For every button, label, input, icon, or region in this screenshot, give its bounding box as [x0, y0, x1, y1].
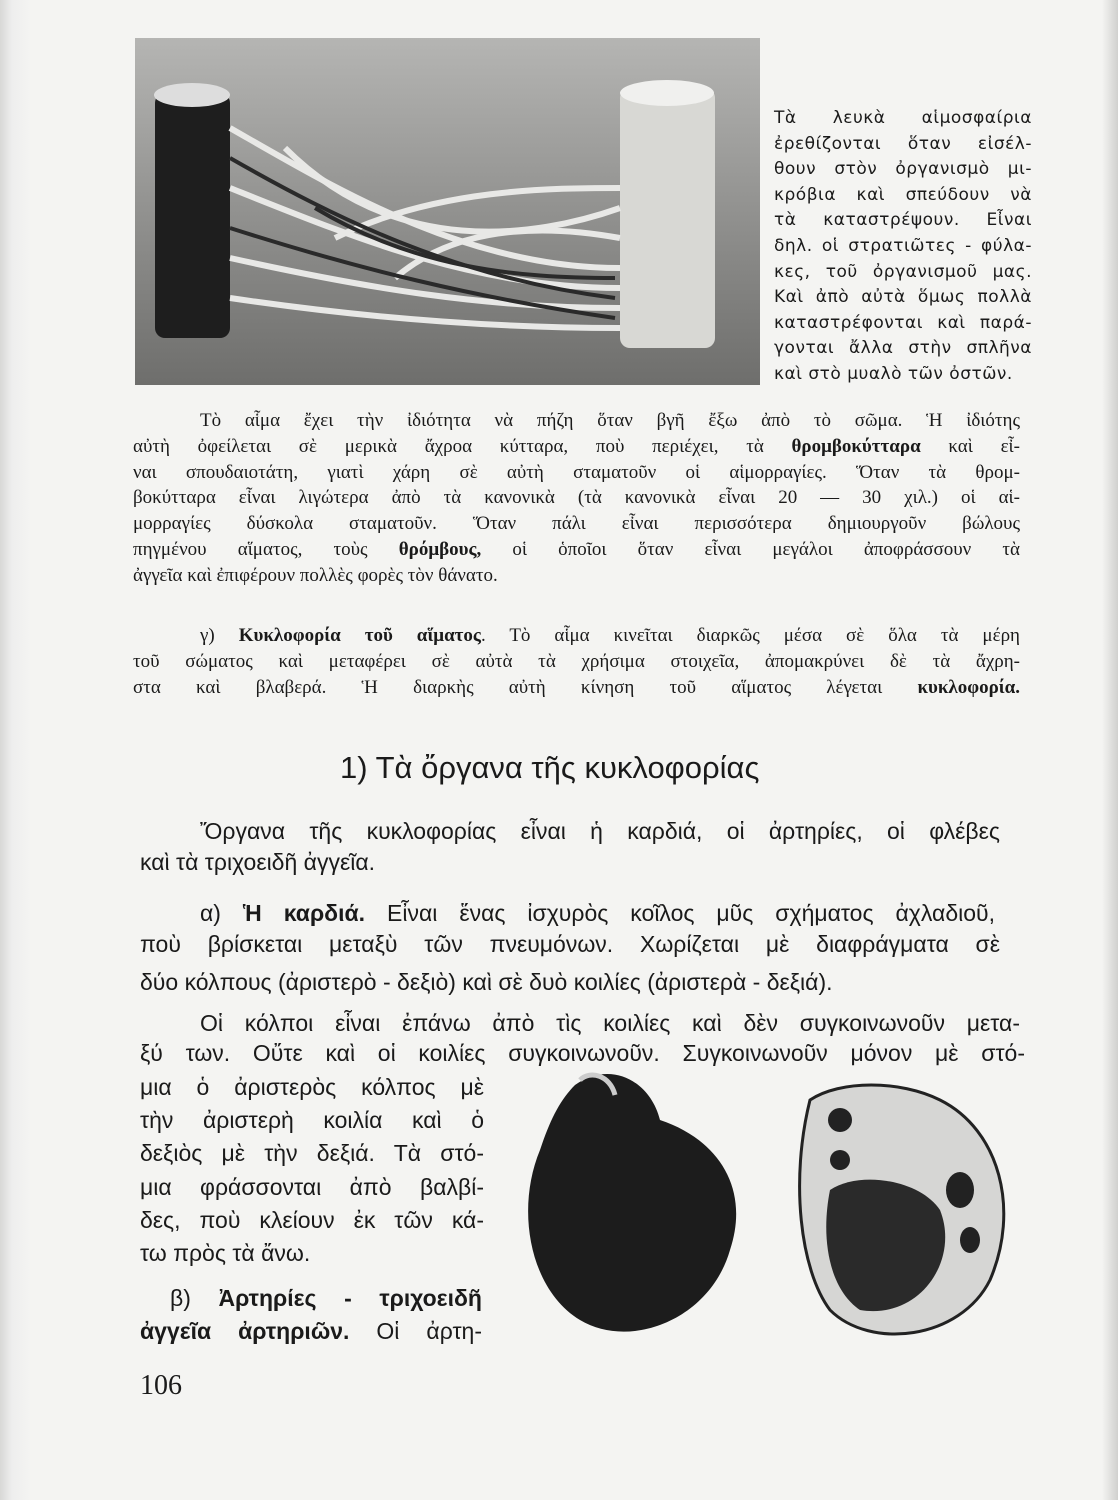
text-run: οἱ ὁποῖοι ὅταν εἶναι μεγάλοι ἀποφράσσουν τὰ: [481, 539, 1021, 560]
caption-line: τὰ καταστρέψουν. Εἶναι: [774, 210, 1032, 231]
text-run: Ὄργανα τῆς κυκλοφορίας εἶναι ἡ καρδιά, οἱ ἀρτηρίες, οἱ φλέβες: [200, 818, 1000, 844]
text-run: Εἶναι ἕνας ἰσχυρὸς κοῖλος μῦς σχήματος ἀχλαδιοῦ,: [365, 900, 995, 926]
text-run: μορραγίες δύσκολα σταματοῦν. Ὅταν πάλι εἶναι περισσότερα δημιουργοῦν βώλους: [133, 513, 1020, 535]
caption-line: κες, τοῦ ὀργανισμοῦ μας.: [774, 261, 1032, 282]
text-line: [133, 677, 1020, 699]
bold-term: κυκλοφορία.: [917, 677, 1020, 698]
text-line: [140, 1318, 482, 1345]
text-run: Τὸ αἷμα ἔχει τὴν ἰδιότητα νὰ πήζη ὅταν βγῆ ἔξω ἀπὸ τὸ σῶμα. Ἡ ἰδιότης: [200, 410, 1020, 431]
text-line: [140, 1074, 484, 1101]
text-line: [140, 1174, 484, 1201]
capillary-network-photo: [135, 38, 760, 385]
text-line: [133, 651, 1020, 673]
text-run: ξύ των. Οὔτε καὶ οἱ κοιλίες συγκοινωνοῦν. Συγκοινωνοῦν μόνον μὲ στό-: [140, 1040, 1025, 1066]
text-line: [133, 513, 1020, 535]
caption-line: ἐρεθίζονται ὅταν εἰσέλ-: [774, 133, 1032, 154]
text-run: δύο κόλπους (ἀριστερὸ - δεξιὸ) καὶ σὲ δυὸ κοιλίες (ἀριστερὰ - δεξιά).: [140, 969, 833, 995]
text-run: δεξιὸς μὲ τὴν δεξιά. Τὰ στό-: [140, 1140, 484, 1166]
text-run: β): [170, 1285, 219, 1311]
caption-line: γονται ἄλλα στὴν σπλῆνα: [774, 338, 1032, 359]
text-line: [200, 410, 1020, 432]
text-line: [133, 462, 1020, 484]
text-line: [133, 487, 1020, 509]
caption-line: θουν στὸν ὀργανισμὸ μι-: [774, 159, 1032, 180]
text-run: βοκύτταρα εἶναι λιγώτερα ἀπὸ τὰ κανονικὰ (τὰ κανονικὰ εἶναι 20 — 30 χιλ.) οἱ αἱ-: [133, 487, 1020, 509]
bold-term: ἀγγεῖα ἀρτηριῶν.: [140, 1318, 350, 1344]
text-line: [133, 565, 1020, 587]
heart-illustration: [520, 1060, 1025, 1350]
vein-tube: [620, 88, 715, 348]
text-run: δες, ποὺ κλείουν ἐκ τῶν κά-: [140, 1207, 484, 1233]
text-line: [140, 849, 375, 876]
text-line: [133, 436, 1020, 458]
text-run: . Τὸ αἷμα κινεῖται διαρκῶς μέσα σὲ ὅλα τὰ μέρη: [480, 625, 1020, 646]
text-run: ἀγγεῖα καὶ ἐπιφέρουν πολλὲς φορὲς τὸν θάνατο.: [133, 564, 498, 586]
text-line: [140, 1240, 310, 1267]
caption-line: κρόβια καὶ σπεύδουν νὰ: [774, 184, 1032, 205]
text-run: τω πρὸς τὰ ἄνω.: [140, 1240, 311, 1266]
caption-line: δηλ. οἱ στρατιῶτες - φύλα-: [774, 236, 1032, 256]
text-line: [200, 818, 1000, 845]
bold-term: Ἡ καρδιά.: [242, 900, 366, 926]
text-run: ναι σπουδαιοτάτη, γιατὶ χάρη σὲ αὐτὴ σταματοῦν οἱ αἱμορραγίες. Ὅταν τὰ θρομ-: [133, 461, 1020, 483]
bold-term: θρόμβους,: [398, 539, 482, 560]
text-run: γ): [200, 625, 239, 646]
text-run: Οἱ ἀρτη-: [349, 1318, 482, 1344]
text-line: [140, 969, 1000, 996]
text-line: [170, 1285, 482, 1312]
text-line: [140, 1140, 484, 1167]
page-binding-edge: [0, 0, 30, 1500]
text-run: ποὺ βρίσκεται μεταξὺ τῶν πνευμόνων. Χωρίζεται μὲ διαφράγματα σὲ: [140, 931, 1000, 957]
text-run: καὶ εἶ-: [920, 435, 1020, 457]
text-line: [200, 1010, 1020, 1037]
text-line: [200, 625, 1020, 647]
bold-term: Ἀρτηρίες - τριχοειδῆ: [218, 1285, 482, 1311]
heart-exterior: [528, 1074, 736, 1332]
caption-line: Καὶ ἀπὸ αὐτὰ ὅμως πολλὰ: [774, 287, 1032, 308]
text-run: αὐτὴ ὀφείλεται σὲ μερικὰ ἄχροα κύτταρα, ποὺ περιέχει, τὰ: [133, 435, 792, 457]
bold-term: θρομβοκύτταρα: [791, 435, 921, 457]
artery-tube: [155, 93, 230, 338]
text-line: [140, 1107, 484, 1134]
bold-term: Κυκλοφορία τοῦ αἵματος: [238, 625, 481, 646]
text-run: πηγμένου αἵματος, τοὺς: [133, 539, 399, 560]
caption-line: καὶ στὸ μυαλὸ τῶν ὀστῶν.: [774, 364, 1013, 384]
text-run: Οἱ κόλποι εἶναι ἐπάνω ἀπὸ τὶς κοιλίες καὶ δὲν συγκοινωνοῦν μετα-: [200, 1010, 1020, 1036]
page-number: 106: [140, 1370, 182, 1401]
text-run: τὴν ἀριστερὴ κοιλία καὶ ὁ: [140, 1107, 484, 1133]
text-run: τοῦ σώματος καὶ μεταφέρει σὲ αὐτὰ τὰ χρήσιμα στοιχεῖα, ἀπομακρύνει δὲ τὰ ἄχρη-: [133, 651, 1020, 672]
text-line: [133, 539, 1020, 561]
text-run: καὶ τὰ τριχοειδῆ ἀγγεῖα.: [140, 849, 376, 875]
text-run: μια φράσσονται ἀπὸ βαλβί-: [140, 1174, 484, 1200]
text-line: [140, 1207, 484, 1234]
page-right-edge: [1102, 0, 1118, 1500]
caption-line: καταστρέφονται καὶ παρά-: [774, 312, 1032, 333]
caption-line: Τὰ λευκὰ αἱμοσφαίρια: [774, 108, 1032, 128]
text-line: [200, 900, 995, 927]
text-run: μια ὁ ἀριστερὸς κόλπος μὲ: [140, 1074, 484, 1100]
text-run: στα καὶ βλαβερά. Ἡ διαρκὴς αὐτὴ κίνηση τοῦ αἵματος λέγεται: [133, 677, 918, 698]
text-line: [140, 931, 1000, 958]
text-run: α): [200, 900, 243, 926]
section-heading: 1) Τὰ ὄργανα τῆς κυκλοφορίας: [340, 750, 760, 785]
